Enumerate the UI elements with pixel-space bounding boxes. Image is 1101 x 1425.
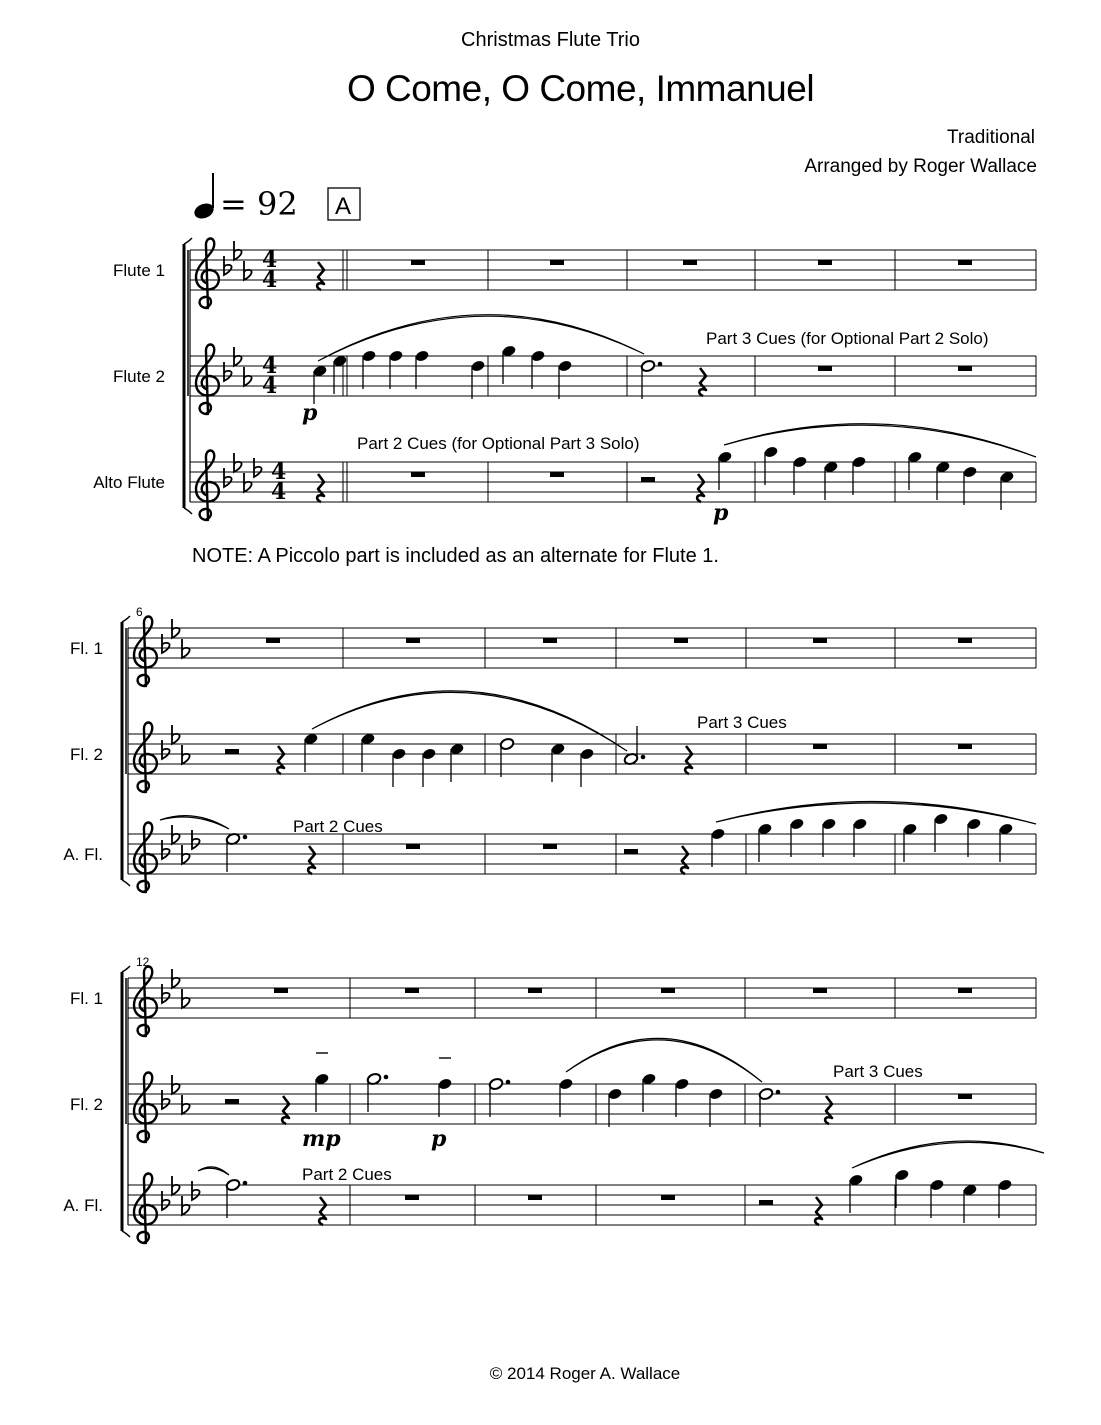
dynamic-marking: p (431, 1126, 447, 1152)
whole-rest-icon (266, 638, 280, 643)
system (93, 238, 1036, 526)
dot (243, 835, 248, 840)
whole-rest-icon (274, 988, 288, 993)
instrument-label: Fl. 2 (69, 1095, 103, 1114)
slur (198, 1167, 229, 1175)
treble-clef-icon (134, 967, 157, 1037)
instrument-label: A. Fl. (63, 1196, 103, 1215)
dynamic-marking: p (302, 400, 318, 426)
time-signature: 4 (271, 459, 287, 485)
cue-text: Part 3 Cues (for Optional Part 2 Solo) (706, 329, 989, 348)
whole-rest-icon (411, 472, 425, 477)
instrument-label: Flute 1 (113, 261, 165, 280)
cue-text: Part 2 Cues (302, 1165, 392, 1184)
treble-clef-icon (196, 345, 219, 415)
whole-rest-icon (683, 260, 697, 265)
bracket-hook (184, 238, 192, 244)
quarter-rest-icon (277, 746, 284, 774)
flat-icon (244, 473, 252, 492)
bracket-hook (184, 508, 192, 514)
flat-icon (172, 619, 180, 638)
flat-icon (162, 634, 170, 653)
flat-icon (172, 1176, 180, 1195)
arranger: Arranged by Roger Wallace (804, 156, 1037, 177)
bracket-hook (122, 880, 130, 886)
whole-rest-icon (958, 988, 972, 993)
dot (658, 362, 663, 367)
flat-icon (182, 639, 190, 658)
quarter-rest-icon (308, 846, 315, 874)
whole-rest-icon (813, 744, 827, 749)
quarter-rest-icon (699, 368, 706, 396)
page-title: O Come, O Come, Immanuel (346, 68, 815, 109)
flat-icon (162, 1191, 170, 1210)
quarter-rest-icon (697, 474, 704, 502)
system (63, 955, 1044, 1243)
quarter-rest-icon (825, 1096, 832, 1124)
whole-rest-icon (406, 844, 420, 849)
dot (243, 1181, 248, 1186)
whole-rest-icon (818, 260, 832, 265)
flat-icon (182, 845, 190, 864)
system (63, 605, 1036, 892)
flat-icon (234, 453, 242, 472)
whole-rest-icon (405, 988, 419, 993)
flat-icon (162, 1090, 170, 1109)
quarter-rest-icon (282, 1096, 289, 1124)
time-signature: 4 (262, 267, 278, 293)
measure-number: 6 (136, 605, 143, 619)
quarter-rest-icon (317, 262, 324, 290)
whole-rest-icon (661, 988, 675, 993)
flat-icon (224, 256, 232, 275)
tempo-marking (192, 173, 360, 223)
dynamic-marking: mp (302, 1126, 341, 1152)
copyright: © 2014 Roger A. Wallace (489, 1364, 681, 1383)
whole-rest-icon (543, 844, 557, 849)
cue-text: Part 3 Cues (697, 713, 787, 732)
whole-rest-icon (958, 260, 972, 265)
slur (852, 1141, 1044, 1168)
treble-clef-icon (134, 1073, 157, 1143)
flat-icon (192, 1181, 200, 1200)
treble-clef-icon (196, 239, 219, 309)
whole-rest-icon (528, 988, 542, 993)
instrument-label: A. Fl. (63, 845, 103, 864)
flat-icon (182, 745, 190, 764)
quarter-rest-icon (685, 746, 692, 774)
whole-rest-icon (674, 638, 688, 643)
slur (312, 691, 627, 751)
quarter-rest-icon (319, 1197, 326, 1225)
whole-rest-icon (411, 260, 425, 265)
dot (384, 1075, 389, 1080)
instrument-label: Fl. 1 (69, 989, 103, 1008)
performance-note: NOTE: A Piccolo part is included as an alternate for Flute 1. (192, 545, 719, 567)
flat-icon (192, 830, 200, 849)
whole-rest-icon (406, 638, 420, 643)
whole-rest-icon (528, 1195, 542, 1200)
whole-rest-icon (550, 260, 564, 265)
treble-clef-icon (134, 1174, 157, 1244)
flat-icon (172, 825, 180, 844)
half-rest-icon (225, 1099, 239, 1104)
whole-rest-icon (405, 1195, 419, 1200)
time-signature: 4 (262, 247, 278, 273)
time-signature: 4 (271, 479, 287, 505)
whole-rest-icon (958, 744, 972, 749)
instrument-label: Fl. 1 (69, 639, 103, 658)
bracket-hook (122, 1231, 130, 1237)
rehearsal-mark: A (335, 193, 352, 220)
treble-clef-icon (134, 723, 157, 793)
whole-rest-icon (958, 1094, 972, 1099)
whole-rest-icon (550, 472, 564, 477)
whole-rest-icon (958, 366, 972, 371)
tempo-value: = 92 (220, 185, 298, 223)
cue-text: Part 2 Cues (for Optional Part 3 Solo) (357, 434, 640, 453)
quarter-rest-icon (317, 474, 324, 502)
bracket-hook (122, 966, 130, 972)
time-signature: 4 (262, 353, 278, 379)
slur (160, 816, 229, 829)
whole-rest-icon (543, 638, 557, 643)
time-signature: 4 (262, 373, 278, 399)
flat-icon (162, 740, 170, 759)
flat-icon (234, 241, 242, 260)
flat-icon (224, 362, 232, 381)
whole-rest-icon (661, 1195, 675, 1200)
flat-icon (234, 347, 242, 366)
half-rest-icon (641, 477, 655, 482)
quarter-rest-icon (681, 846, 688, 874)
whole-rest-icon (813, 988, 827, 993)
quarter-rest-icon (815, 1197, 822, 1225)
treble-clef-icon (134, 617, 157, 687)
flat-icon (182, 989, 190, 1008)
half-rest-icon (624, 849, 638, 854)
slur (566, 1038, 762, 1082)
flat-icon (172, 1075, 180, 1094)
flat-icon (162, 840, 170, 859)
flat-icon (224, 468, 232, 487)
flat-icon (162, 984, 170, 1003)
dot (641, 755, 646, 760)
whole-rest-icon (813, 638, 827, 643)
measure-number: 12 (136, 955, 150, 969)
whole-rest-icon (958, 638, 972, 643)
slur (716, 801, 1036, 824)
flat-icon (244, 261, 252, 280)
instrument-label: Alto Flute (93, 473, 165, 492)
dynamic-marking: p (713, 500, 729, 526)
half-rest-icon (225, 749, 239, 754)
cue-text: Part 3 Cues (833, 1062, 923, 1081)
flat-icon (172, 725, 180, 744)
treble-clef-icon (134, 823, 157, 893)
dot (506, 1080, 511, 1085)
instrument-label: Flute 2 (113, 367, 165, 386)
flat-icon (182, 1095, 190, 1114)
cue-text: Part 2 Cues (293, 817, 383, 836)
flat-icon (182, 1196, 190, 1215)
flat-icon (172, 969, 180, 988)
dot (776, 1090, 781, 1095)
half-rest-icon (759, 1200, 773, 1205)
composer: Traditional (946, 127, 1035, 148)
flat-icon (254, 458, 262, 477)
whole-rest-icon (818, 366, 832, 371)
instrument-label: Fl. 2 (69, 745, 103, 764)
flat-icon (244, 367, 252, 386)
series-title: Christmas Flute Trio (461, 29, 640, 51)
bracket-hook (122, 616, 130, 622)
treble-clef-icon (196, 451, 219, 521)
